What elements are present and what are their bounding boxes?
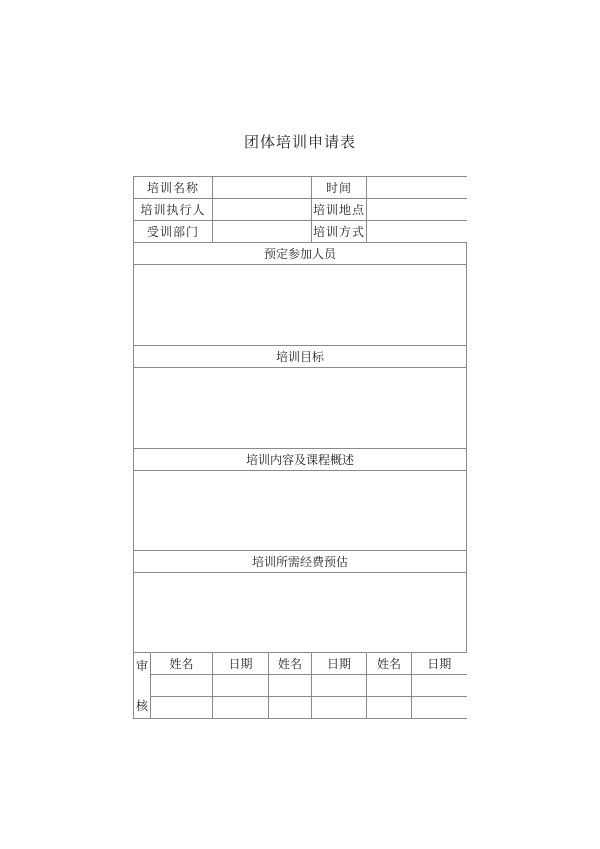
location-label: 培训地点: [312, 199, 367, 221]
trainer-field[interactable]: [213, 199, 312, 221]
budget-header-row: [134, 551, 467, 573]
document-title: 团体培训申请表: [243, 133, 356, 151]
content-overview-field[interactable]: [134, 471, 467, 551]
time-label: 时间: [312, 177, 367, 199]
training-method-label: 培训方式: [312, 221, 367, 243]
review-label-bottom: 核: [135, 698, 148, 713]
budget-header: 培训所需经费预估: [134, 551, 467, 573]
info-row-2: [134, 199, 467, 221]
review-signature-row-1: [134, 675, 467, 697]
info-row-1: [134, 177, 467, 199]
reviewer-1-date-header: 日期: [213, 653, 269, 675]
budget-area-row: [134, 573, 467, 653]
reviewer-2-date-field[interactable]: [312, 675, 367, 697]
reviewer-3-date-field[interactable]: [412, 675, 467, 697]
content-overview-header-row: [134, 449, 467, 471]
training-name-label: 培训名称: [134, 177, 213, 199]
objectives-field[interactable]: [134, 368, 467, 449]
reviewer-3-name-field-2[interactable]: [367, 697, 412, 719]
department-field[interactable]: [213, 221, 312, 243]
participants-header-row: [134, 243, 467, 265]
review-header-row: [134, 653, 467, 675]
review-label: [134, 653, 151, 719]
reviewer-2-name-field-2[interactable]: [269, 697, 312, 719]
reviewer-3-date-header: 日期: [412, 653, 467, 675]
reviewer-1-name-field-2[interactable]: [151, 697, 213, 719]
reviewer-1-date-field[interactable]: [213, 675, 269, 697]
reviewer-3-name-field[interactable]: [367, 675, 412, 697]
objectives-header: 培训目标: [134, 346, 467, 368]
reviewer-2-name-field[interactable]: [269, 675, 312, 697]
trainer-label: 培训执行人: [134, 199, 213, 221]
budget-field[interactable]: [134, 573, 467, 653]
participants-area-row: [134, 265, 467, 346]
content-overview-area-row: [134, 471, 467, 551]
objectives-header-row: [134, 346, 467, 368]
content-overview-header: 培训内容及课程概述: [134, 449, 467, 471]
reviewer-3-name-header: 姓名: [367, 653, 412, 675]
training-method-field[interactable]: [367, 221, 467, 243]
participants-field[interactable]: [134, 265, 467, 346]
department-label: 受训部门: [134, 221, 213, 243]
reviewer-1-name-header: 姓名: [151, 653, 213, 675]
time-field[interactable]: [367, 177, 467, 199]
location-field[interactable]: [367, 199, 467, 221]
objectives-area-row: [134, 368, 467, 449]
review-label-top: 审: [135, 658, 148, 673]
training-name-field[interactable]: [213, 177, 312, 199]
reviewer-3-date-field-2[interactable]: [412, 697, 467, 719]
review-signature-row-2: [134, 697, 467, 719]
reviewer-2-date-field-2[interactable]: [312, 697, 367, 719]
info-row-3: [134, 221, 467, 243]
participants-header: 预定参加人员: [134, 243, 467, 265]
reviewer-2-date-header: 日期: [312, 653, 367, 675]
reviewer-2-name-header: 姓名: [269, 653, 312, 675]
training-application-form: [133, 176, 467, 719]
reviewer-1-date-field-2[interactable]: [213, 697, 269, 719]
reviewer-1-name-field[interactable]: [151, 675, 213, 697]
